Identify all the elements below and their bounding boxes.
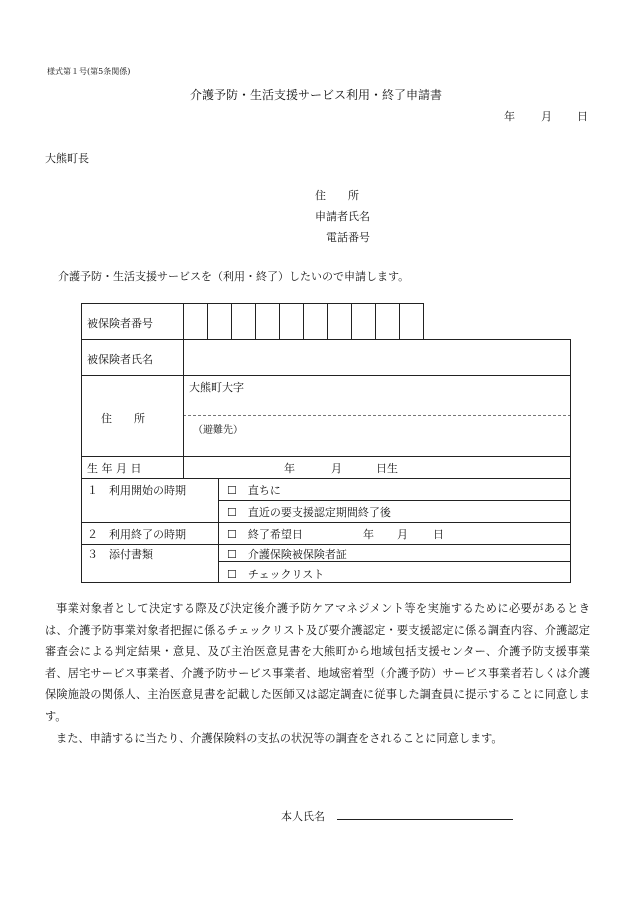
table-line [81,544,571,545]
number-box-divider [375,303,376,339]
address-prefix: 大熊町大字 [189,381,244,394]
table-line [81,375,571,376]
number-box-divider [327,303,328,339]
table-line [81,582,571,583]
intro-statement: 介護予防・生活支援サービスを（利用・終了）したいので申請します。 [58,270,410,283]
signature-label: 本人氏名 [281,810,325,823]
table-line [81,522,571,523]
addressee: 大熊町長 [45,152,89,165]
table-line [218,500,571,501]
consent-text [45,598,590,749]
applicant-phone-label: 電話番号 [326,231,370,244]
birth-date-label: 生 年 月 日 [87,462,142,475]
end-day-label: 日 [433,528,444,541]
consent-paragraph-2: また、申請するに当たり、介護保険料の支払の状況等の調査をされることに同意します。 [56,731,503,745]
attachments-label: ３ 添付書類 [87,548,153,561]
date-day-label: 日 [577,110,588,123]
evacuation-label: （避難先） [193,425,243,436]
start-immediately-option[interactable]: ☐ 直ちに [227,484,281,497]
end-year-label: 年 [363,528,374,541]
number-box-divider [231,303,232,339]
usage-end-label: ２ 利用終了の時期 [87,528,186,541]
start-after-certification-option[interactable]: ☐ 直近の要支援認定期間終了後 [227,506,391,519]
consent-paragraph-1: 事業対象者として決定する際及び決定後介護予防ケアマネジメント等を実施するために必要があるときは、介護予防事業対象者把握に係るチェックリスト及び要介護認定・要支援認定に係る調査内容、介護認定審査会による判定結果・意見、及び主治医意見書を大熊町から地域包括支援センター、介護予防支援事業者、居宅サービス事業者、介護予防サービス事業者、地域密着型（介護予防）サービス事業者若しくは介護保険施設の関係人、主治医意見書を記載した医師又は認定調査に従事した調査員に提示することに同意します。 [45,602,590,723]
birth-month-label: 月 [331,462,342,475]
table-line [81,303,423,304]
number-box-divider [351,303,352,339]
date-year-label: 年 [504,110,515,123]
table-line [183,303,184,478]
table-line [81,303,82,583]
attachment-insurance-card-option[interactable]: ☐ 介護保険被保険者証 [227,548,347,561]
number-box-divider [303,303,304,339]
insured-name-label: 被保険者氏名 [87,353,153,366]
table-line [81,339,571,340]
table-line [570,339,571,583]
page-title: 介護予防・生活支援サービス利用・終了申請書 [190,88,443,102]
birth-year-label: 年 [284,462,295,475]
insured-address-label: 住 所 [101,412,145,425]
number-box-divider [207,303,208,339]
birth-day-label: 日生 [376,462,398,475]
table-line [81,478,571,479]
number-box-divider [279,303,280,339]
date-month-label: 月 [541,110,552,123]
number-box-divider [255,303,256,339]
end-desired-date-option[interactable]: ☐ 終了希望日 [227,528,303,541]
number-box-divider [423,303,424,339]
applicant-name-label: 申請者氏名 [315,210,370,223]
table-line [218,478,219,583]
number-box-divider [399,303,400,339]
form-number: 様式第１号(第5条関係) [47,67,131,76]
signature-line[interactable] [337,819,513,820]
application-table [81,303,571,583]
applicant-address-label: 住 所 [315,189,359,202]
table-line [81,456,571,457]
attachment-checklist-option[interactable]: ☐ チェックリスト [227,568,325,581]
address-dashed-divider [183,415,571,416]
usage-start-label: １ 利用開始の時期 [87,484,186,497]
insured-number-label: 被保険者番号 [87,317,153,330]
end-month-label: 月 [397,528,408,541]
